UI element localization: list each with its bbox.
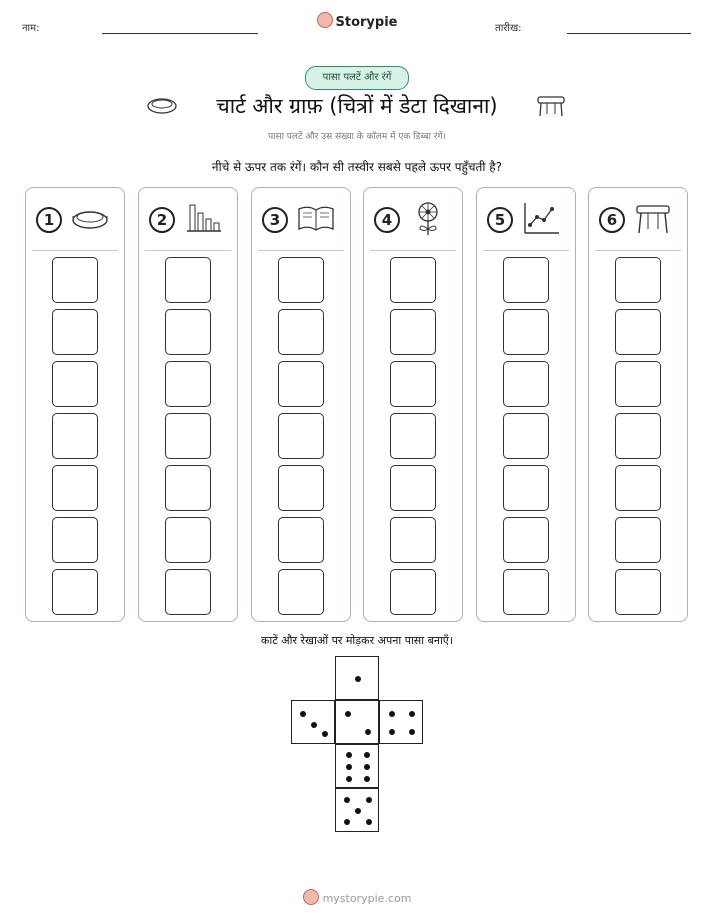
dice-pip [409, 711, 415, 717]
column-number: 2 [149, 207, 175, 233]
dice-face-6 [335, 744, 379, 788]
color-box[interactable] [503, 361, 549, 407]
column-number: 4 [374, 207, 400, 233]
date-line[interactable] [567, 33, 691, 34]
color-box[interactable] [52, 257, 98, 303]
color-box[interactable] [615, 361, 661, 407]
cut-instruction: काटें और रेखाओं पर मोड़कर अपना पासा बनाएँ। [260, 634, 454, 647]
color-box[interactable] [278, 465, 324, 511]
name-line[interactable] [102, 33, 258, 34]
dice-pip [300, 711, 306, 717]
divider [145, 250, 231, 251]
color-box[interactable] [503, 309, 549, 355]
color-box[interactable] [503, 465, 549, 511]
dice-pip [364, 752, 370, 758]
dice-pip [311, 722, 317, 728]
bear-icon [303, 889, 319, 905]
dice-face-3 [291, 700, 335, 744]
dice-pip [346, 764, 352, 770]
dice-pip [346, 752, 352, 758]
dice-pip [365, 729, 371, 735]
color-box[interactable] [165, 257, 211, 303]
brand-logo [0, 12, 714, 30]
dice-pip [345, 711, 351, 717]
color-box[interactable] [390, 309, 436, 355]
stool-icon [535, 94, 567, 118]
color-box[interactable] [390, 257, 436, 303]
color-box[interactable] [52, 569, 98, 615]
dice-face-1 [335, 656, 379, 700]
color-box[interactable] [503, 413, 549, 459]
divider [595, 250, 681, 251]
color-box[interactable] [278, 517, 324, 563]
color-box[interactable] [615, 569, 661, 615]
flower-icon [408, 201, 448, 235]
color-box[interactable] [615, 517, 661, 563]
divider [258, 250, 344, 251]
color-box[interactable] [390, 361, 436, 407]
column-5 [476, 187, 576, 622]
open-book-icon [296, 201, 336, 235]
dice-pip [364, 776, 370, 782]
ring-icon [70, 201, 110, 235]
color-box[interactable] [278, 309, 324, 355]
color-box[interactable] [503, 569, 549, 615]
color-box[interactable] [52, 465, 98, 511]
color-box[interactable] [278, 361, 324, 407]
page-subtitle: पासा पलटें और उस संख्या के कॉलम में एक डिब्बा रंगें। [268, 132, 446, 142]
dice-pip [366, 797, 372, 803]
color-box[interactable] [615, 257, 661, 303]
dice-pip [346, 776, 352, 782]
color-box[interactable] [165, 413, 211, 459]
column-number: 6 [599, 207, 625, 233]
dice-face-5 [335, 788, 379, 832]
bar-chart-icon [183, 201, 223, 235]
color-box[interactable] [52, 517, 98, 563]
column-6 [588, 187, 688, 622]
column-4 [363, 187, 463, 622]
color-box[interactable] [52, 309, 98, 355]
column-2 [138, 187, 238, 622]
color-box[interactable] [390, 517, 436, 563]
color-box[interactable] [165, 361, 211, 407]
stool-icon [633, 201, 673, 235]
dice-face-2 [335, 700, 379, 744]
color-box[interactable] [278, 257, 324, 303]
dice-pip [344, 819, 350, 825]
dice-pip [409, 729, 415, 735]
color-box[interactable] [503, 517, 549, 563]
dice-pip [366, 819, 372, 825]
dice-pip [355, 676, 361, 682]
color-box[interactable] [390, 465, 436, 511]
color-box[interactable] [615, 309, 661, 355]
dice-face-4 [379, 700, 423, 744]
column-3 [251, 187, 351, 622]
color-box[interactable] [615, 465, 661, 511]
divider [483, 250, 569, 251]
instruction-text: नीचे से ऊपर तक रंगें। कौन सी तस्वीर सबसे पहले ऊपर पहुँचती है? [211, 160, 503, 174]
brand-name: Storypie [335, 15, 398, 30]
dice-pip [344, 797, 350, 803]
column-number: 3 [262, 207, 288, 233]
column-number: 1 [36, 207, 62, 233]
color-box[interactable] [165, 309, 211, 355]
color-box[interactable] [52, 361, 98, 407]
divider [32, 250, 118, 251]
bear-icon [317, 12, 333, 28]
color-box[interactable] [165, 517, 211, 563]
color-box[interactable] [390, 569, 436, 615]
dice-pip [389, 729, 395, 735]
dice-pip [389, 711, 395, 717]
activity-badge: पासा पलटें और रंगें [305, 66, 409, 90]
color-box[interactable] [165, 465, 211, 511]
dice-pip [364, 764, 370, 770]
line-graph-icon [521, 201, 561, 235]
color-box[interactable] [390, 413, 436, 459]
color-box[interactable] [615, 413, 661, 459]
color-box[interactable] [503, 257, 549, 303]
dice-pip [322, 731, 328, 737]
column-number: 5 [487, 207, 513, 233]
date-label: तारीख: [495, 23, 522, 34]
column-1 [25, 187, 125, 622]
color-box[interactable] [278, 569, 324, 615]
footer [0, 889, 714, 905]
dice-pip [355, 808, 361, 814]
name-label: नाम: [22, 23, 40, 34]
color-box[interactable] [52, 413, 98, 459]
page-title: चार्ट और ग्राफ़ (चित्रों में डेटा दिखाना) [216, 94, 498, 118]
divider [370, 250, 456, 251]
color-box[interactable] [165, 569, 211, 615]
color-box[interactable] [278, 413, 324, 459]
footer-url: mystorypie.com [322, 892, 412, 905]
